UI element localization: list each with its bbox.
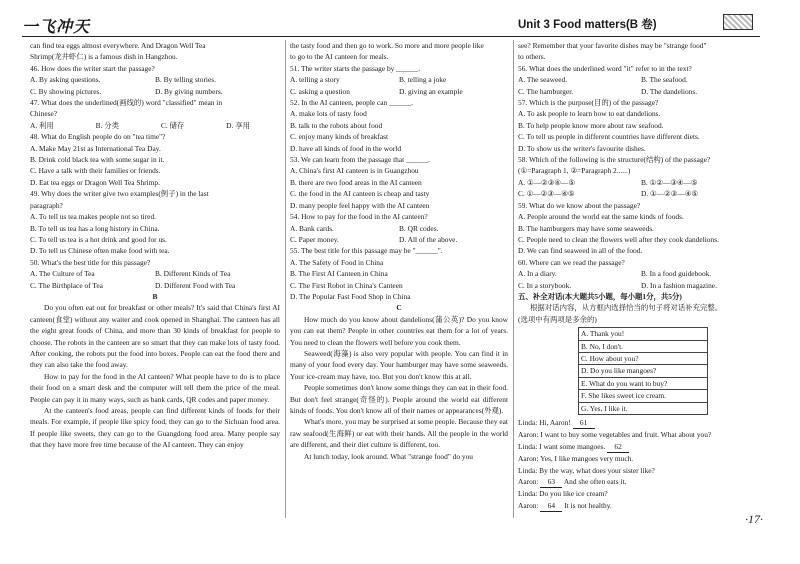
option: D. We can find seaweed in all of the food.: [518, 246, 643, 256]
option: A. make lots of tasty food: [290, 109, 367, 119]
column-divider: [513, 40, 514, 518]
text-line: the tasty food and then go to work. So more and more people like: [290, 41, 484, 50]
option-row: [30, 280, 280, 291]
pattern-box-icon: [723, 14, 753, 30]
question-stem: 50. What's the best title for this passage?: [30, 257, 151, 267]
option: A. telling a story: [290, 75, 340, 85]
option: D. The dandelions.: [641, 86, 698, 96]
option: D. ①—②③—④⑤: [641, 189, 698, 199]
passage-paragraph: At the canteen's food areas, people can find different kinds of foods for their meals. For example, if people like spicy food, they can go to the Sichuan food area. If people like sweets, they can go to the Guangdong food area. Many people say that they have more free time because of the AI canteen. They can enjoy: [30, 406, 280, 450]
option: C. the food in the AI canteen is cheap and tasty: [290, 189, 430, 199]
header-divider: [22, 36, 760, 37]
option: B. talk to the robots about food: [290, 120, 383, 130]
question-sub: (①=Paragraph 1, ②=Paragraph 2......): [518, 166, 631, 176]
column-right: [518, 40, 764, 512]
option: A. People around the world eat the same kinds of foods.: [518, 212, 684, 222]
option: A. 利用: [30, 120, 54, 130]
option-row: [518, 177, 764, 188]
text-line: can find tea eggs almost everywhere. And Dragon Well Tea: [30, 41, 206, 50]
instruction-line: 根据对话内容，从方框内选择恰当的句子将对话补充完整。: [530, 303, 723, 313]
dialogue-line: Aaron: 63 And she often eats it.: [518, 476, 764, 488]
option: D. have all kinds of food in the world: [290, 143, 402, 153]
option: A. The Safety of Food in China: [290, 257, 384, 267]
column-divider: [285, 40, 286, 518]
option-row: [30, 74, 280, 85]
passage-paragraph: Do you often eat out for breakfast or other meals? It's said that China's first AI canteen(食堂) without any waiter and cook opened in Shanghai. The canteen has all the eight great foods of China, and more than 30 kinds of breakfast for people to choose. The robots in the canteen are so smart that they can make lots of tasty food. After cooking, the robots put the food into boxes. People can eat the food there and they can also take the food away.: [30, 303, 280, 370]
option: A. In a diary.: [518, 269, 557, 279]
dialogue-line: Aaron: I want to buy some vegetables and fruit. What about you?: [518, 430, 712, 440]
option: A. The Culture of Tea: [30, 269, 95, 279]
choice-box: [578, 327, 708, 415]
dialogue-line: Linda: By the way, what does your sister like?: [518, 465, 655, 475]
option: A. To ask people to learn how to eat dandelions.: [518, 109, 661, 119]
option: B. By telling stories.: [155, 75, 216, 85]
dialogue-line: Linda: Hi, Aaron! 61: [518, 417, 764, 429]
question-stem: 60. Where can we read the passage?: [518, 257, 625, 267]
answer-blank[interactable]: 63: [540, 476, 562, 488]
question-stem: paragraph?: [30, 200, 63, 210]
option-row: [30, 268, 280, 279]
section-heading: B: [152, 291, 158, 301]
option: B. ①②—③④—⑤: [641, 177, 698, 187]
option: D. To show us the writer's favourite dishes.: [518, 143, 646, 153]
text-line: to go to the AI canteen for meals.: [290, 52, 389, 62]
choice-item: G. Yes, I like it.: [581, 403, 628, 413]
choice-item: B. No, I don't.: [579, 341, 707, 353]
choice-item: E. What do you want to buy?: [579, 378, 707, 390]
dialogue-line: Aaron: 64 It is not healthy.: [518, 500, 764, 512]
option: C. People need to clean the flowers well after they cook dandelions.: [518, 234, 719, 244]
option-row: [518, 74, 764, 85]
option-row: [518, 86, 764, 97]
passage-paragraph: How much do you know about dandelions(蒲公英)? Do you know you can eat them? People in other countries eat them for a lot of years. You need to clean the flowers well before you cook them.: [290, 314, 508, 347]
option-row: [30, 86, 280, 97]
answer-blank[interactable]: 64: [540, 500, 562, 512]
option-row: [518, 268, 764, 279]
passage-paragraph: At lunch today, look around. What "strange food" do you: [304, 451, 474, 461]
option: B. 分类: [95, 120, 120, 130]
option: C. The Birthplace of Tea: [30, 280, 103, 290]
option: C. To tell us people in different countries have different diets.: [518, 132, 700, 142]
question-stem: 48. What do English people do on "tea time"?: [30, 132, 166, 142]
question-stem: 55. The best title for this passage may be "______".: [290, 246, 443, 256]
question-stem: 52. In the AI canteen, people can ______.: [290, 98, 414, 108]
question-stem: 51. The writer starts the passage by ______.: [290, 63, 421, 73]
option-row: [290, 74, 508, 85]
option: C. Have a talk with their families or friends.: [30, 166, 161, 176]
option: D. Eat tea eggs or Dragon Well Tea Shrimp.: [30, 177, 160, 187]
instruction-line: (选项中有两项是多余的): [518, 314, 597, 324]
option: B. QR codes.: [399, 223, 439, 233]
option-row: [290, 234, 508, 245]
option: D. Different Food with Tea: [155, 280, 236, 290]
option: A. Make May 21st as International Tea Day.: [30, 143, 161, 153]
option: D. All of the above.: [399, 234, 458, 244]
passage-paragraph: What's more, you may be surprised at some people. Because they eat raw seafood(生海鲜) or eat with their hands. All the people in the world are different, and their diet culture is different, too.: [290, 417, 508, 450]
section-heading: C: [396, 303, 402, 313]
text-line: to others.: [518, 52, 546, 62]
question-stem: 59. What do we know about the passage?: [518, 200, 641, 210]
option: C. The First Robot in China's Canteen: [290, 280, 403, 290]
option: C. The hamburger.: [518, 86, 574, 96]
question-stem: 54. How to pay for the food in the AI canteen?: [290, 212, 428, 222]
option: C. enjoy many kinds of breakfast: [290, 132, 389, 142]
option: A. The seaweed.: [518, 75, 568, 85]
option: B. telling a joke: [399, 75, 447, 85]
option: B. In a food guidebook.: [641, 269, 712, 279]
page-number: ·17·: [745, 512, 763, 526]
question-stem: 47. What does the underlined(画线的) word "classified" mean in: [30, 98, 223, 108]
option: D. giving an example: [399, 86, 463, 96]
option: D. many people feel happy with the AI canteen: [290, 200, 430, 210]
option: B. To help people know more about raw seafood.: [518, 120, 664, 130]
question-stem: 46. How does the writer start the passage?: [30, 63, 155, 73]
section-heading: 五、补全对话(本大题共5小题，每小题1分，共5分): [518, 291, 682, 301]
column-middle: [290, 40, 508, 462]
option: B. there are two food areas in the AI canteen: [290, 177, 422, 187]
passage-paragraph: People sometimes don't know some things they can eat in their food. But don't feel strange(奇怪的). People around the world eat different kinds of foods. You don't know all of their names or appearances(外观).: [290, 383, 508, 415]
option: C. 储存: [160, 120, 185, 130]
brand-logo: 一飞冲天: [22, 17, 91, 36]
option: A. ①—②③④—⑤: [518, 177, 575, 187]
option: C. In a storybook.: [518, 280, 572, 290]
unit-title: Unit 3 Food matters(B 卷): [518, 19, 657, 31]
option: B. The seafood.: [641, 75, 688, 85]
option: D. The Popular Fast Food Shop in China: [290, 291, 411, 301]
option: B. Different Kinds of Tea: [155, 269, 231, 279]
option: B. The First AI Canteen in China: [290, 269, 388, 279]
choice-item: C. How about you?: [579, 353, 707, 365]
choice-item: F. She likes sweet ice cream.: [579, 390, 707, 402]
question-stem: 53. We can learn from the passage that ______.: [290, 155, 431, 165]
option: A. By asking questions.: [30, 75, 101, 85]
option: C. Paper money.: [290, 234, 339, 244]
question-stem: 49. Why does the writer give two examples(例子) in the last: [30, 189, 209, 199]
option: C. asking a question: [290, 86, 350, 96]
dialogue-line: Linda: I want some mangoes. 62: [518, 441, 764, 453]
passage-paragraph: Seaweed(海藻) is also very popular with people. You can find it in many of your food every day. Your hamburger may have some seaweeds. Your ice-cream may have, too. But you don't know this at all.: [290, 348, 508, 381]
text-line: see? Remember that your favorite dishes may be "strange food": [518, 41, 707, 50]
option: C. By showing pictures.: [30, 86, 102, 96]
option: A. China's first AI canteen is in Guangzhou: [290, 166, 419, 176]
option-row: [290, 86, 508, 97]
question-stem: 57. Which is the purpose(目的) of the passage?: [518, 98, 659, 108]
option-row: [518, 188, 764, 199]
option: B. Drink cold black tea with some sugar in it.: [30, 155, 165, 165]
option: A. Bank cards.: [290, 223, 334, 233]
option: C. To tell us tea is a hot drink and good for us.: [30, 234, 167, 244]
dialogue-line: Aaron: Yes, I like mangoes very much.: [518, 454, 634, 464]
dialogue-line: Linda: Do you like ice cream?: [518, 489, 608, 499]
column-left: [30, 40, 280, 451]
option: D. By giving numbers.: [155, 86, 223, 96]
choice-item: D. Do you like mangoes?: [579, 365, 707, 377]
answer-blank[interactable]: 62: [607, 441, 629, 453]
option: D. 享用: [226, 120, 250, 130]
option: A. To tell us tea makes people not so tired.: [30, 212, 156, 222]
option: D. To tell us Chinese often make food with tea.: [30, 246, 170, 256]
option-row: [518, 280, 764, 291]
option: C. ①—②③—④⑤: [518, 189, 575, 199]
option-row: [290, 223, 508, 234]
answer-blank[interactable]: 61: [573, 417, 595, 429]
choice-item: A. Thank you!: [579, 328, 707, 340]
question-stem: 58. Which of the following is the structure(结构) of the passage?: [518, 155, 711, 165]
option: B. To tell us tea has a long history in China.: [30, 223, 160, 233]
passage-paragraph: How to pay for the food in the AI canteen? What people have to do is to place their food on a smart desk and the computer will tell them the price of the meal. People can pay it in many ways, such as bank cards, QR codes and paper money.: [30, 371, 280, 404]
option: D. In a fashion magazine.: [641, 280, 717, 290]
option-row: [30, 120, 280, 131]
question-stem: 56. What does the underlined word "it" refer to in the text?: [518, 63, 692, 73]
text-line: Shrimp(龙井虾仁) is a famous dish in Hangzhou.: [30, 52, 178, 62]
question-stem: Chinese?: [30, 109, 58, 119]
option: B. The hamburgers may have some seaweeds.: [518, 223, 655, 233]
